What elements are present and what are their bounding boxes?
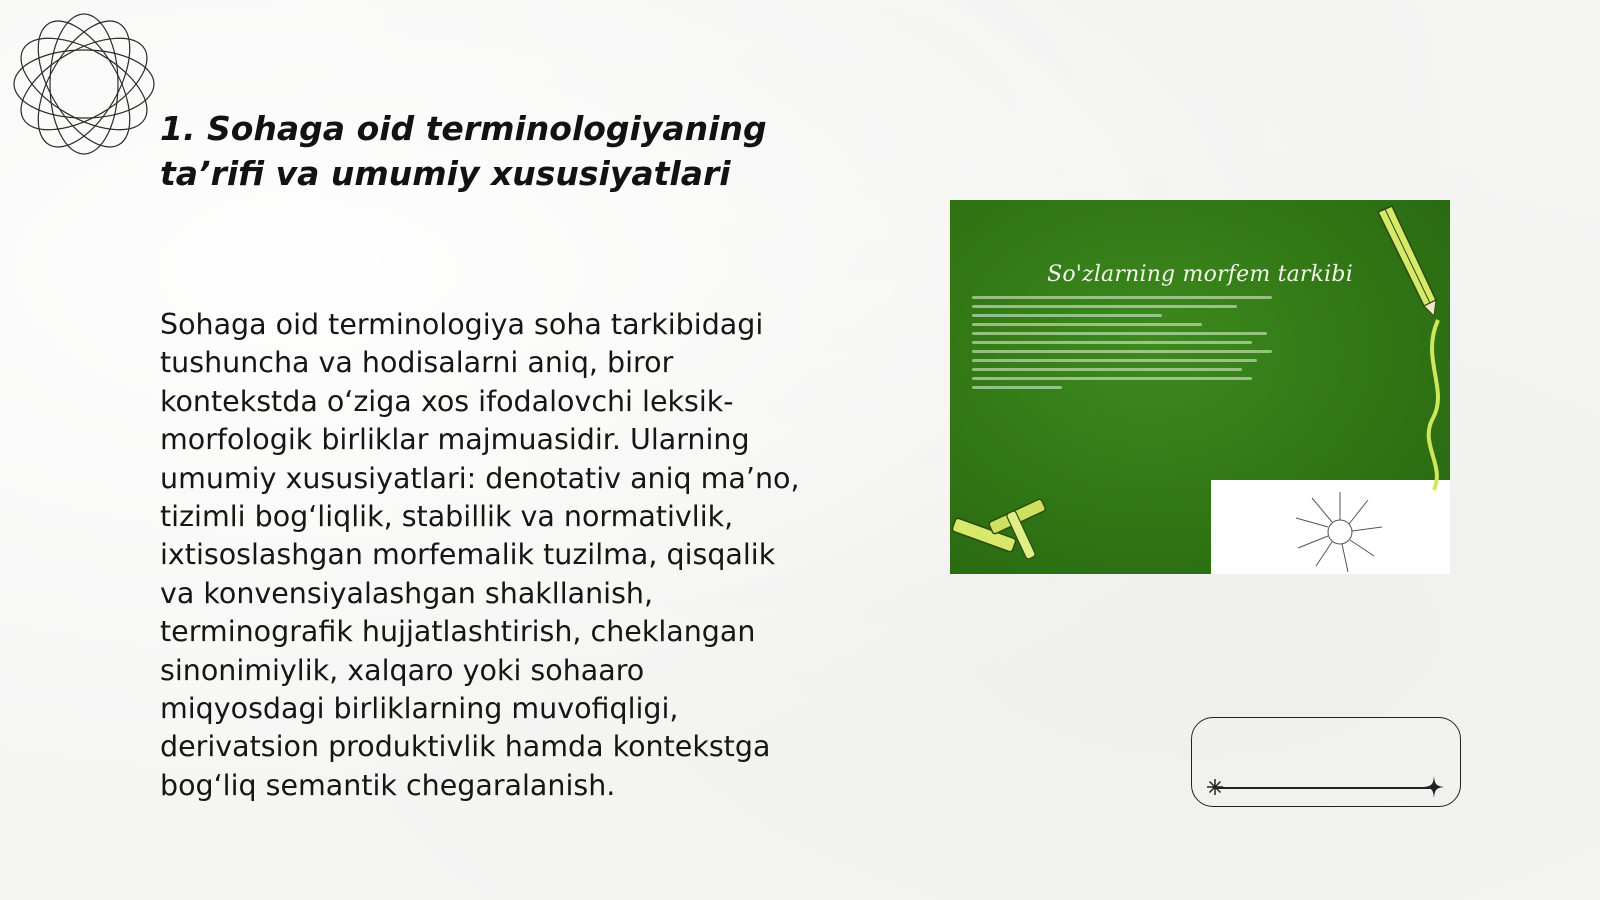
slide-title	[160, 106, 860, 196]
progress-track	[1214, 787, 1436, 789]
body-line: morfologik birliklar majmuasidir. Ularning	[160, 423, 750, 457]
image-artwork	[950, 200, 1450, 574]
sparkle-icon	[1206, 778, 1224, 796]
body-line: kontekstda o‘ziga xos ifodalovchi leksik-	[160, 384, 734, 418]
body-line: umumiy xususiyatlari: denotativ aniq ma’no,	[160, 461, 800, 495]
body-line: miqyosdagi birliklarning muvofiqligi,	[160, 692, 679, 726]
body-line: sinonimiylik, xalqaro yoki sohaaro	[160, 653, 645, 687]
body-line: ixtisoslashgan morfemalik tuzilma, qisqalik	[160, 538, 776, 572]
slide-title-line: 1. Sohaga oid terminologiyaning	[160, 109, 767, 148]
body-line: derivatsion produktivlik hamda kontekstga	[160, 730, 771, 764]
body-line: Sohaga oid terminologiya soha tarkibidagi	[160, 308, 764, 341]
crayons-icon	[952, 498, 1047, 559]
body-line: va konvensiyalashgan shakllanish,	[160, 576, 654, 610]
body-line: bog‘liq semantik chegaralanish.	[160, 768, 616, 802]
slide-body-text	[160, 306, 850, 805]
slide-title-line: ta’rifi va umumiy xususiyatlari	[160, 154, 731, 193]
image-title: So'zlarning morfem tarkibi	[1047, 262, 1353, 287]
body-line: tizimli bog‘liqlik, stabillik va normativlik,	[160, 500, 734, 534]
pencil-icon	[1378, 206, 1436, 316]
word-web-diagram	[1296, 492, 1382, 572]
body-line: tushuncha va hodisalarni aniq, biror	[160, 346, 674, 380]
body-line: terminografik hujjatlashtirish, cheklangan	[160, 615, 756, 649]
progress-indicator	[1191, 717, 1461, 807]
circular-knot-icon	[10, 10, 158, 158]
star-icon	[1424, 776, 1444, 798]
chalkboard-image	[950, 200, 1450, 574]
